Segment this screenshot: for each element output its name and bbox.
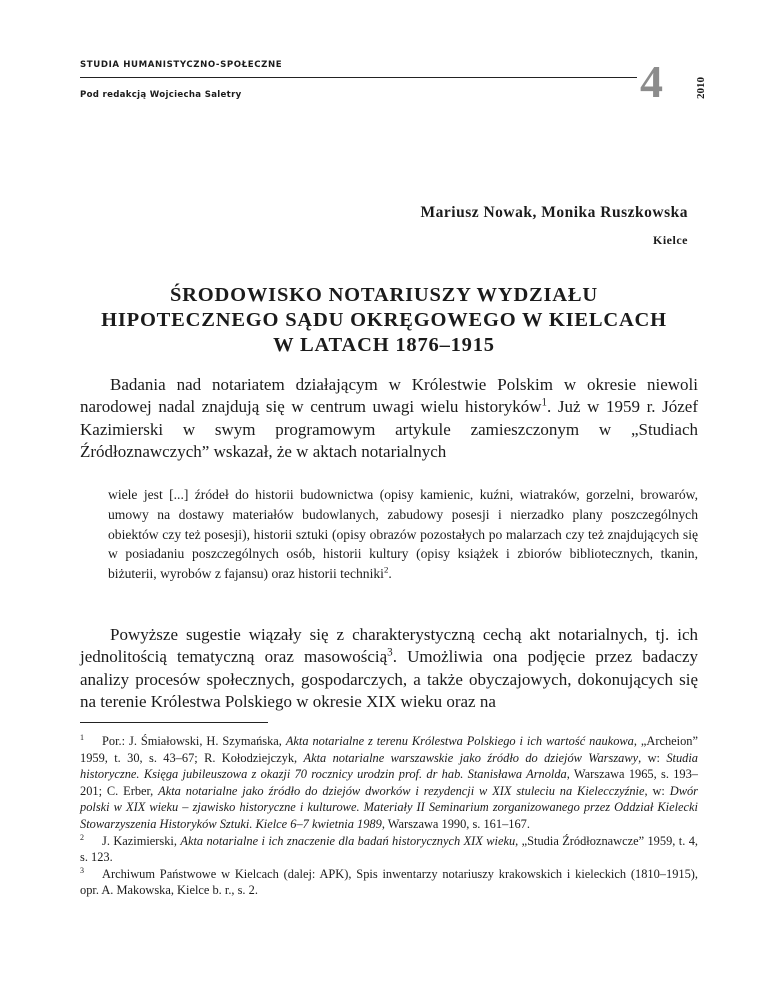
- paragraph-1: Badania nad notariatem działającym w Królestwie Polskim w okresie niewoli narodowej nadal znajdują się w centrum uwagi wielu historyków$^1$. Już w 1959 r. Józef Kazimierski w swym programowym artykule zamieszczonym w „Studiach Źródłoznawczych” wskazał, że w aktach notarialnych: [80, 375, 699, 462]
- journal-name: STUDIA HUMANISTYCZNO-SPOŁECZNE: [80, 60, 283, 70]
- title-line-1: ŚRODOWISKO NOTARIUSZY WYDZIAŁU: [169, 284, 598, 306]
- block-quote: wiele jest [...] źródeł do historii budownictwa (opisy kamienic, kuźni, wiatraków, gorzelni, browarów, umowy na dostawy materiałów budowlanych, zabudowy posesji i nierzadko plany poszczególnych obiektów czy też posesji), historii sztuki (opisy obrazów pozostałych po malarzach czy też znajdujących się w posiadaniu poszczególnych osób, historii kultury (opisy książek i zbiorów bibliotecznych, tkanin, biżuterii, wyrobów z fajansu) oraz historii techniki$^2$.: [108, 487, 698, 582]
- footnote-2: $^2$ J. Kazimierski, Akta notarialne i ich znaczenie dla badań historycznych XIX wieku, „Studia Źródłoznawcze” 1959, t. 4, s. 123.: [80, 832, 698, 865]
- authors: Mariusz Nowak, Monika Ruszkowska: [420, 204, 688, 221]
- affiliation-city: Kielce: [653, 233, 688, 247]
- footnote-rule: [80, 722, 268, 723]
- running-header: [80, 56, 708, 106]
- title-line-2: HIPOTECZNEGO SĄDU OKRĘGOWEGO W KIELCACH: [101, 309, 667, 331]
- article-title: [60, 283, 708, 358]
- footnote-ref-1[interactable]: 1: [541, 396, 548, 409]
- title-line-3: W LATACH 1876–1915: [273, 334, 495, 356]
- footnote-ref-2[interactable]: 2: [383, 564, 389, 575]
- paragraph-2: Powyższe sugestie wiązały się z charakterystyczną cechą akt notarialnych, tj. ich jednolitością tematyczną oraz masowością$^3$. Umożliwia ona podjęcie przez badaczy analizy procesów społecznych, gospodarczych, a także obyczajowych, dokonujących się na terenie Królestwa Polskiego w okresie XIX wieku oraz na: [80, 625, 698, 712]
- issue-year: 2010: [695, 77, 707, 99]
- footnotes: [80, 733, 698, 899]
- footnote-ref-3[interactable]: 3: [387, 646, 393, 659]
- editor-line: Pod redakcją Wojciecha Saletry: [80, 90, 242, 100]
- issue-number: 4: [640, 56, 663, 107]
- footnote-3: $^3$ Archiwum Państwowe w Kielcach (dalej: APK), Spis inwentarzy notariuszy krakowskich i kieleckich (1810–1915), opr. A. Makowska, Kielce b. r., s. 2.: [80, 865, 698, 898]
- footnote-1: $^1$ Por.: J. Śmiałowski, H. Szymańska, Akta notarialne z terenu Królestwa Polskiego i ich wartość naukowa, „Archeion” 1959, t. 30, s. 43–67; R. Kołodziejczyk, Akta notarialne warszawskie jako źródło do dziejów Warszawy, w: Studia historyczne. Księga jubileuszowa z okazji 70 rocznicy urodzin prof. dr hab. Stanisława Arnolda, Warszawa 1965, s. 193–201; C. Erber, Akta notarialne jako źródło do dziejów dworków i rezydencji w XIX stuleciu na Kielecczyźnie, w: Dwór polski w XIX wieku – zjawisko historyczne i kulturowe. Materiały II Seminarium zorganizowanego przez Oddział Kielecki Stowarzyszenia Historyków Sztuki. Kielce 6–7 kwietnia 1989, Warszawa 1990, s. 161–167.: [80, 732, 698, 831]
- header-rule: [80, 77, 637, 78]
